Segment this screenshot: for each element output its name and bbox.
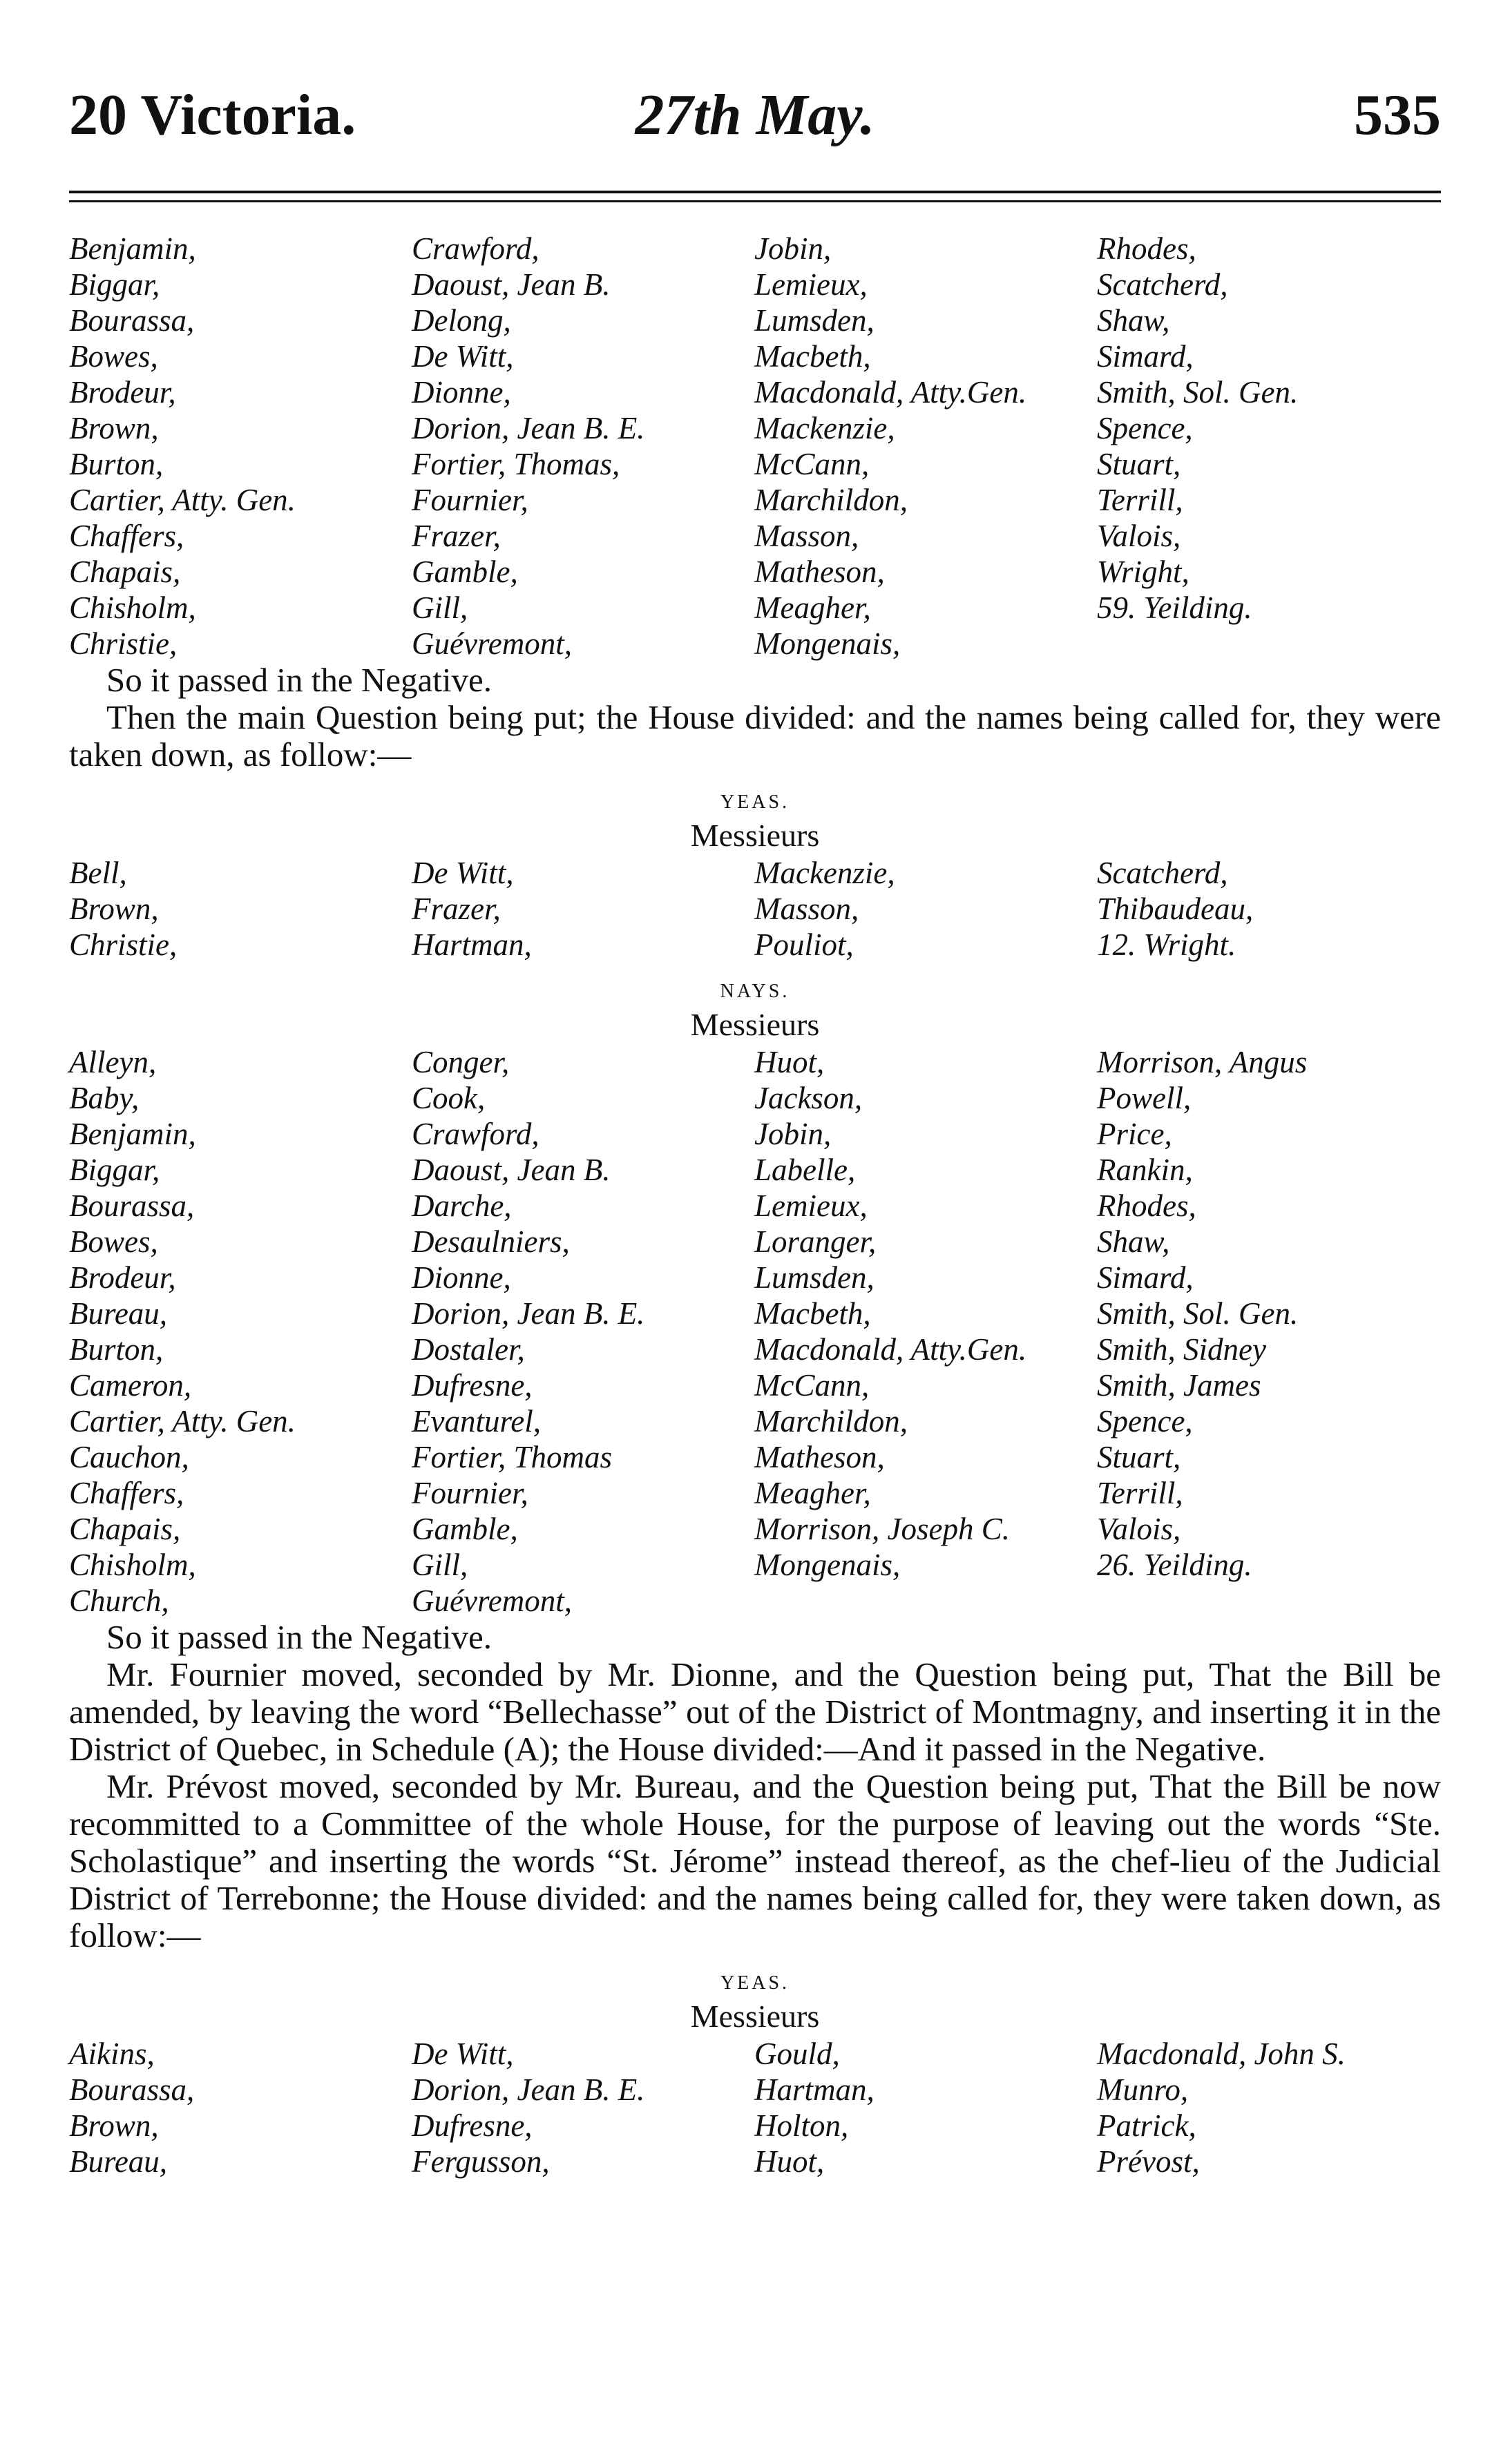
member-name: Gould, — [754, 2037, 840, 2071]
prevost-yeas-messieurs: Messieurs — [690, 1999, 820, 2034]
member-name: Frazer, — [412, 519, 501, 553]
member-name: Smith, James — [1097, 1368, 1261, 1403]
member-name: Dufresne, — [412, 2108, 533, 2143]
member-name: Terrill, — [1097, 1476, 1183, 1510]
regnal-year: 20 Victoria. — [69, 83, 356, 147]
nays-messieurs: Messieurs — [690, 1007, 820, 1042]
member-name: Prévost, — [1097, 2144, 1200, 2179]
fournier-motion-paragraph: Mr. Fournier moved, seconded by Mr. Dionne, and the Question being put, That the Bill be amended, by leaving the word “Bellechasse” out of the District of Montmagny, and inserting it in the District of Quebec, in Schedule (A); the House divided:—And it passed in the Negative. — [69, 1655, 1441, 1768]
member-name: Shaw, — [1097, 303, 1170, 338]
member-name: Jobin, — [754, 1117, 832, 1151]
member-name: Simard, — [1097, 339, 1194, 374]
member-name: 12. Wright. — [1097, 927, 1236, 962]
member-name: Burton, — [69, 447, 164, 481]
page-header — [69, 81, 1441, 157]
member-name: Macdonald, John S. — [1097, 2037, 1346, 2071]
member-name: Matheson, — [754, 1440, 885, 1474]
member-name: Dionne, — [412, 1260, 511, 1295]
member-name: Brodeur, — [69, 375, 176, 410]
member-name: Chisholm, — [69, 1548, 196, 1582]
member-name: Mackenzie, — [754, 856, 895, 890]
member-name: Bowes, — [69, 339, 158, 374]
member-name: Rhodes, — [1097, 231, 1196, 266]
member-name: Stuart, — [1097, 1440, 1181, 1474]
member-name: Powell, — [1097, 1081, 1192, 1115]
member-name: Lemieux, — [754, 267, 868, 302]
member-name: Alleyn, — [69, 1045, 157, 1079]
member-name: Lumsden, — [754, 1260, 875, 1295]
division1-result: So it passed in the Negative. — [106, 661, 492, 699]
member-name: Brodeur, — [69, 1260, 176, 1295]
member-name: De Witt, — [412, 2037, 514, 2071]
member-name: Lemieux, — [754, 1188, 868, 1223]
member-name: Daoust, Jean B. — [412, 267, 611, 302]
prevost-yeas-names — [69, 2036, 1441, 2179]
member-name: Masson, — [754, 519, 859, 553]
member-name: Benjamin, — [69, 1117, 196, 1151]
member-name: Chapais, — [69, 555, 181, 589]
member-name: Brown, — [69, 2108, 159, 2143]
member-name: Holton, — [754, 2108, 849, 2143]
member-name: Price, — [1097, 1117, 1172, 1151]
member-name: Marchildon, — [754, 483, 908, 517]
main-question-paragraph: Then the main Question being put; the House divided: and the names being called for, they were taken down, as follow:— — [69, 698, 1441, 773]
member-name: Bourassa, — [69, 303, 195, 338]
nays-label: NAYS. — [720, 981, 790, 1002]
member-name: Simard, — [1097, 1260, 1194, 1295]
member-name: Mongenais, — [754, 1548, 901, 1582]
member-name: Bourassa, — [69, 1188, 195, 1223]
member-name — [754, 1583, 1097, 1619]
member-name: Rhodes, — [1097, 1188, 1196, 1223]
member-name: Hartman, — [754, 2072, 875, 2107]
member-name: Morrison, Angus — [1097, 1045, 1308, 1079]
member-name: Chaffers, — [69, 519, 184, 553]
member-name: Valois, — [1097, 1512, 1181, 1546]
member-name: Guévremont, — [412, 626, 573, 661]
member-name: Crawford, — [412, 1117, 539, 1151]
member-name: Church, — [69, 1584, 169, 1618]
member-name: Benjamin, — [69, 231, 196, 266]
member-name: Guévremont, — [412, 1584, 573, 1618]
member-name: Spence, — [1097, 1404, 1193, 1438]
member-name: Gill, — [412, 1548, 468, 1582]
member-name: Bowes, — [69, 1224, 158, 1259]
member-name: Hartman, — [412, 927, 532, 962]
page-body — [69, 231, 1441, 2179]
member-name: De Witt, — [412, 339, 514, 374]
member-name: Crawford, — [412, 231, 539, 266]
member-name: Smith, Sidney — [1097, 1332, 1266, 1367]
member-name: Biggar, — [69, 267, 160, 302]
member-name: Brown, — [69, 411, 159, 445]
member-name: Darche, — [412, 1188, 512, 1223]
member-name: Meagher, — [754, 590, 871, 625]
member-name: Daoust, Jean B. — [412, 1153, 611, 1187]
member-name: Mongenais, — [754, 626, 901, 661]
member-name: Gill, — [412, 590, 468, 625]
division1-names — [69, 231, 1441, 662]
member-name: Thibaudeau, — [1097, 892, 1254, 926]
page-number: 535 — [1354, 83, 1441, 147]
member-name: Chaffers, — [69, 1476, 184, 1510]
member-name: Bureau, — [69, 1296, 168, 1331]
member-name: Lumsden, — [754, 303, 875, 338]
member-name: Smith, Sol. Gen. — [1097, 375, 1299, 410]
member-name: Gamble, — [412, 1512, 518, 1546]
main-nays-names — [69, 1044, 1441, 1619]
member-name: Conger, — [412, 1045, 510, 1079]
member-name: Bell, — [69, 856, 127, 890]
member-name: Dorion, Jean B. E. — [412, 411, 645, 445]
member-name: Terrill, — [1097, 483, 1183, 517]
member-name: Delong, — [412, 303, 511, 338]
member-name: Fournier, — [412, 483, 528, 517]
member-name: Macbeth, — [754, 1296, 871, 1331]
header-rule-bottom — [69, 200, 1441, 202]
member-name: Bureau, — [69, 2144, 168, 2179]
member-name: Macdonald, Atty.Gen. — [754, 375, 1027, 410]
member-name: Morrison, Joseph C. — [754, 1512, 1010, 1546]
header-rule-top — [69, 191, 1441, 193]
member-name: Bourassa, — [69, 2072, 195, 2107]
member-name — [1097, 1583, 1441, 1619]
member-name: Burton, — [69, 1332, 164, 1367]
member-name: Jobin, — [754, 231, 832, 266]
member-name: Frazer, — [412, 892, 501, 926]
member-name: Chapais, — [69, 1512, 181, 1546]
member-name: Wright, — [1097, 555, 1189, 589]
member-name: Fortier, Thomas — [412, 1440, 613, 1474]
member-name: Huot, — [754, 2144, 825, 2179]
member-name: Fournier, — [412, 1476, 528, 1510]
member-name: Cauchon, — [69, 1440, 189, 1474]
member-name: Fortier, Thomas, — [412, 447, 620, 481]
member-name: Labelle, — [754, 1153, 856, 1187]
member-name: Meagher, — [754, 1476, 871, 1510]
member-name: Marchildon, — [754, 1404, 908, 1438]
member-name: Matheson, — [754, 555, 885, 589]
member-name: Huot, — [754, 1045, 825, 1079]
member-name: Pouliot, — [754, 927, 854, 962]
member-name: Dionne, — [412, 375, 511, 410]
member-name: Scatcherd, — [1097, 267, 1228, 302]
member-name: De Witt, — [412, 856, 514, 890]
main-question-result: So it passed in the Negative. — [106, 1618, 492, 1656]
yeas-messieurs: Messieurs — [690, 818, 820, 853]
prevost-yeas-label: YEAS. — [720, 1972, 790, 1994]
page-date: 27th May. — [635, 83, 875, 147]
member-name: Chisholm, — [69, 590, 196, 625]
yeas-label: YEAS. — [720, 791, 790, 813]
member-name: Dufresne, — [412, 1368, 533, 1403]
member-name: Scatcherd, — [1097, 856, 1228, 890]
member-name: Patrick, — [1097, 2108, 1196, 2143]
member-name: Loranger, — [754, 1224, 877, 1259]
member-name: McCann, — [754, 447, 870, 481]
member-name: Shaw, — [1097, 1224, 1170, 1259]
member-name: Dorion, Jean B. E. — [412, 1296, 645, 1331]
member-name: Cartier, Atty. Gen. — [69, 1404, 296, 1438]
member-name: Macbeth, — [754, 339, 871, 374]
member-name: Rankin, — [1097, 1153, 1193, 1187]
member-name: Cameron, — [69, 1368, 192, 1403]
member-name: Munro, — [1097, 2072, 1189, 2107]
main-yeas-names — [69, 855, 1441, 963]
prevost-motion-paragraph: Mr. Prévost moved, seconded by Mr. Bureau, and the Question being put, That the Bill be now recommitted to a Committee of the whole House, for the purpose of leaving out the words “Ste. Scholastique” and inserting the words “St. Jérome” instead thereof, as the chef-lieu of the Judicial District of Terrebonne; the House divided: and the names being called for, they were taken down, as follow:— — [69, 1767, 1441, 1954]
member-name: Gamble, — [412, 555, 518, 589]
member-name: Aikins, — [69, 2037, 155, 2071]
member-name: Biggar, — [69, 1153, 160, 1187]
member-name: Masson, — [754, 892, 859, 926]
member-name: Dostaler, — [412, 1332, 525, 1367]
member-name: Macdonald, Atty.Gen. — [754, 1332, 1027, 1367]
member-name: Brown, — [69, 892, 159, 926]
member-name: Cook, — [412, 1081, 486, 1115]
member-name: Desaulniers, — [412, 1224, 570, 1259]
member-name: Stuart, — [1097, 447, 1181, 481]
member-name: Baby, — [69, 1081, 140, 1115]
member-name — [1097, 626, 1441, 662]
member-name: McCann, — [754, 1368, 870, 1403]
member-name: 26. Yeilding. — [1097, 1548, 1252, 1582]
member-name: Jackson, — [754, 1081, 863, 1115]
member-name: Dorion, Jean B. E. — [412, 2072, 645, 2107]
member-name: Mackenzie, — [754, 411, 895, 445]
member-name: Fergusson, — [412, 2144, 550, 2179]
member-name: Smith, Sol. Gen. — [1097, 1296, 1299, 1331]
member-name: 59. Yeilding. — [1097, 590, 1252, 625]
member-name: Spence, — [1097, 411, 1193, 445]
member-name: Christie, — [69, 626, 178, 661]
member-name: Valois, — [1097, 519, 1181, 553]
member-name: Evanturel, — [412, 1404, 542, 1438]
member-name: Cartier, Atty. Gen. — [69, 483, 296, 517]
member-name: Christie, — [69, 927, 178, 962]
